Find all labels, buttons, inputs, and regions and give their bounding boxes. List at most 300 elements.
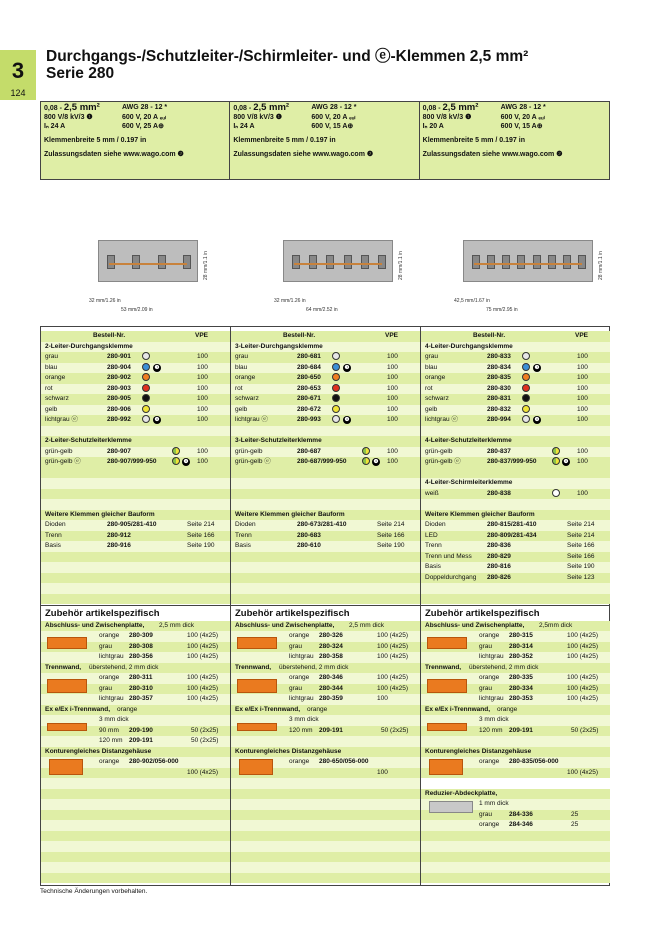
order-number: 280-687 — [297, 447, 321, 455]
vpe-value: 100 — [197, 405, 208, 413]
order-number: 280-902/056-000 — [129, 758, 179, 765]
color-label: grau — [45, 353, 59, 360]
product-row — [231, 447, 420, 458]
clamp-slot — [502, 255, 510, 269]
type-label: Trenn — [45, 531, 62, 539]
vpe-value: 100 (4x25) — [187, 695, 219, 702]
vpe-value: 100 — [577, 405, 588, 413]
order-number: 280-334 — [509, 684, 533, 692]
spec-row — [44, 103, 226, 113]
accessory-section — [41, 663, 230, 674]
vpe-value: 100 — [377, 768, 388, 776]
page-ref: Seite 214 — [567, 531, 595, 539]
accessory-sub: orange — [117, 705, 138, 713]
spacer-row — [421, 873, 610, 884]
vpe-value: 100 — [577, 416, 588, 423]
product-row — [421, 447, 610, 458]
spacer-row — [231, 478, 420, 489]
vpe-value: 100 — [377, 695, 388, 702]
order-number: 284-336 — [509, 810, 533, 818]
spacer-row — [231, 820, 420, 831]
product-row — [231, 405, 420, 416]
vpe-value: 100 — [577, 447, 588, 455]
vpe-value: 100 — [387, 363, 398, 371]
header-order-no: Bestell-Nr. — [473, 332, 506, 339]
color-dot-grau — [332, 415, 340, 423]
product-row — [421, 373, 610, 384]
color-label: lichtgrau ⓔ — [425, 416, 458, 423]
vpe-value: 50 (2x25) — [191, 726, 219, 734]
order-number: 280-346 — [319, 674, 343, 681]
note-marker: ❹ — [154, 417, 160, 423]
page-number: 124 — [10, 88, 26, 98]
vpe-value: 100 (4x25) — [377, 632, 409, 639]
spacer-row — [231, 852, 420, 863]
accessory-thickness: 3 mm dick — [99, 716, 129, 723]
accessory-sub: 2,5 mm dick — [159, 621, 195, 629]
spacer-row — [231, 583, 420, 594]
spacer-row — [41, 552, 230, 563]
color-dot-blau — [332, 363, 340, 371]
order-number: 209-191 — [509, 726, 533, 734]
accessory-image-end-plate — [47, 637, 87, 649]
type-label: Dioden — [45, 521, 66, 528]
accessory-name: Ex e/Ex i-Trennwand, — [425, 705, 491, 713]
clamp-slot — [344, 255, 352, 269]
color-label: orange — [479, 758, 500, 765]
accessory-sub: überstehend, 2 mm dick — [89, 663, 159, 671]
order-number: 280-907 — [107, 447, 131, 455]
page-ref: Seite 190 — [187, 542, 215, 549]
color-label: lichtgrau — [479, 695, 504, 702]
clamp-slot — [309, 255, 317, 269]
vpe-value: 100 (4x25) — [187, 653, 219, 660]
product-row — [41, 405, 230, 416]
spec-approvals: Zulassungsdaten siehe www.wago.com ❷ — [422, 151, 563, 158]
spec-width: Klemmenbreite 5 mm / 0.197 in — [233, 137, 336, 144]
accessory-image-distance-housing — [239, 759, 273, 775]
page-ref: Seite 214 — [567, 521, 595, 528]
accessory-name: Trennwand, — [235, 663, 272, 671]
section-title — [41, 436, 230, 447]
color-dot-rot — [142, 384, 150, 392]
type-label: Doppeldurchgang — [425, 573, 477, 581]
spec-ul-rating: 600 V, 20 A ₑᵤₗ — [311, 114, 356, 121]
spec-row — [233, 122, 415, 131]
vpe-value: 100 — [387, 416, 398, 423]
spacer-row — [421, 862, 610, 873]
order-number: 280-837/999-950 — [487, 458, 537, 465]
color-label: orange — [289, 632, 310, 639]
clamp-slot — [361, 255, 369, 269]
vpe-value: 50 (2x25) — [381, 726, 409, 734]
clamp-slot — [107, 255, 115, 269]
vpe-value: 100 (4x25) — [377, 684, 409, 692]
vpe-value: 100 — [577, 374, 588, 381]
related-row — [231, 520, 420, 531]
order-number: 280-610 — [297, 542, 321, 549]
vpe-value: 100 — [387, 384, 398, 392]
color-label: rot — [425, 384, 433, 392]
order-number: 280-650 — [297, 374, 321, 381]
spec-current: Iₙ 24 A — [44, 123, 66, 130]
related-row — [231, 531, 420, 542]
header-vpe: VPE — [385, 332, 399, 339]
spec-csa-rating: 600 V, 25 A⊕ — [122, 123, 164, 130]
vpe-value: 100 — [197, 458, 208, 465]
product-row — [421, 457, 610, 468]
spacer-row — [231, 810, 420, 821]
product-row — [421, 405, 610, 416]
dim-height: 28 mm/1.1 in — [398, 251, 404, 280]
color-label: lichtgrau — [479, 653, 504, 660]
spec-cross-section — [423, 103, 501, 113]
spacer-row — [231, 862, 420, 873]
spec-cross-section — [44, 103, 122, 113]
accessory-title — [41, 605, 230, 620]
spacer-row — [421, 831, 610, 842]
type-label: Trenn — [235, 531, 252, 539]
order-number: 280-335 — [509, 674, 533, 681]
accessory-section — [41, 621, 230, 632]
color-label: rot — [45, 384, 53, 392]
spacer-row — [231, 736, 420, 747]
accessory-image-partition — [47, 679, 87, 693]
color-dot-gelb — [142, 405, 150, 413]
vpe-value: 100 (4x25) — [377, 642, 409, 650]
page-ref: Seite 214 — [187, 521, 215, 528]
spec-approvals: Zulassungsdaten siehe www.wago.com ❷ — [44, 151, 184, 158]
color-label: grau — [289, 642, 303, 650]
spec-csa-rating: 600 V, 15 A⊕ — [311, 123, 354, 130]
product-row — [231, 415, 420, 426]
section-heading: 3-Leiter-Durchgangsklemme — [235, 342, 323, 350]
color-label: orange — [45, 374, 66, 381]
color-label: blau — [425, 363, 438, 371]
color-label: grau — [479, 642, 493, 650]
order-number: 280-809/281-434 — [487, 531, 537, 539]
terminal-figure — [248, 230, 438, 325]
color-dot-rot — [522, 384, 530, 392]
spec-column — [230, 102, 419, 179]
spacer-row — [41, 862, 230, 873]
spacer-row — [41, 426, 230, 437]
accessory-section — [41, 747, 230, 758]
accessory-sub: orange — [307, 705, 328, 713]
accessory-image-end-plate — [237, 637, 277, 649]
order-number: 209-190 — [129, 726, 153, 734]
vpe-value: 100 (4x25) — [567, 642, 599, 650]
order-number: 280-326 — [319, 632, 343, 639]
dim-height: 28 mm/1.1 in — [203, 251, 209, 280]
spec-box — [40, 101, 610, 180]
section-heading: Weitere Klemmen gleicher Bauform — [235, 510, 345, 518]
spacer-row — [421, 583, 610, 594]
color-label: orange — [235, 374, 256, 381]
note-marker: ❹ — [373, 459, 379, 465]
accessory-heading: Zubehör artikelspezifisch — [45, 608, 160, 619]
section-title — [421, 510, 610, 521]
accessory-image-partition — [427, 679, 467, 693]
accessory-image-ex-partition — [427, 723, 467, 731]
color-label: grau — [235, 353, 249, 360]
color-dot-grau — [522, 352, 530, 360]
clamp-slot — [326, 255, 334, 269]
spec-awg: AWG 28 - 12 * — [500, 104, 546, 111]
color-label: schwarz — [235, 395, 259, 402]
spacer-row — [41, 820, 230, 831]
spacer-row — [231, 831, 420, 842]
dim-width-2: 53 mm/2.09 in — [121, 307, 153, 313]
order-number: 280-671 — [297, 395, 321, 402]
color-label: orange — [99, 758, 120, 765]
section-heading: 2-Leiter-Schutzleiterklemme — [45, 437, 132, 444]
note-marker: ❹ — [183, 459, 189, 465]
note-marker: ❸ — [154, 364, 160, 371]
vpe-value: 25 — [571, 821, 579, 828]
page-ref: Seite 166 — [187, 531, 215, 539]
page-ref: Seite 166 — [377, 531, 405, 539]
type-label: LED — [425, 531, 438, 539]
color-dot-schwarz — [332, 394, 340, 402]
color-label: grau — [425, 353, 439, 360]
order-number: 280-916 — [107, 542, 131, 549]
type-label: Basis — [45, 542, 61, 549]
vpe-value: 100 (4x25) — [187, 768, 219, 776]
section-heading: Weitere Klemmen gleicher Bauform — [425, 510, 535, 518]
accessory-sub: orange — [497, 705, 518, 713]
order-number: 280-311 — [129, 674, 153, 681]
spec-row — [233, 113, 415, 122]
vpe-value: 100 (4x25) — [187, 674, 219, 681]
type-label: Basis — [235, 542, 251, 549]
accessory-section — [421, 705, 610, 716]
spacer-row — [231, 562, 420, 573]
related-row — [421, 573, 610, 584]
chapter-number: 3 — [0, 50, 36, 100]
wire-bar — [474, 263, 582, 265]
spacer-row — [41, 499, 230, 510]
length-label: 90 mm — [99, 726, 119, 734]
clamp-slot — [548, 255, 556, 269]
vpe-value: 100 (4x25) — [187, 642, 219, 650]
product-row — [231, 352, 420, 363]
vpe-value: 100 — [387, 395, 398, 402]
spec-cross-max: 2,5 mm² — [442, 102, 479, 113]
vpe-value: 100 (4x25) — [567, 768, 599, 776]
order-number: 280-314 — [509, 642, 533, 650]
terminal-block-image — [463, 240, 593, 282]
color-label: lichtgrau — [99, 695, 124, 702]
vpe-value: 100 — [577, 363, 588, 371]
vpe-value: 100 — [197, 363, 208, 371]
color-dot-schwarz — [142, 394, 150, 402]
accessory-row — [231, 652, 420, 663]
spec-ul-rating: 600 V, 20 A ₑᵤₗ — [122, 114, 167, 121]
vpe-value: 100 — [197, 447, 208, 455]
spec-cross-min: 0,08 - — [422, 105, 443, 112]
product-row — [231, 384, 420, 395]
spacer-row — [421, 468, 610, 479]
accessory-section — [421, 789, 610, 800]
color-label: grau — [479, 810, 493, 818]
spacer-row — [41, 594, 230, 605]
order-number: 280-838 — [487, 489, 511, 497]
order-number: 280-836 — [487, 542, 511, 549]
spacer-row — [41, 583, 230, 594]
spec-voltage: 800 V/8 kV/3 ❶ — [233, 114, 283, 121]
order-number: 280-358 — [319, 653, 343, 660]
accessory-section — [421, 621, 610, 632]
order-number: 280-672 — [297, 405, 321, 413]
vpe-value: 100 (4x25) — [567, 695, 599, 702]
product-row — [41, 415, 230, 426]
color-label: blau — [45, 363, 58, 371]
title-line-2: Serie 280 — [46, 65, 115, 82]
spacer-row — [231, 552, 420, 563]
order-number: 280-815/281-410 — [487, 521, 537, 528]
vpe-value: 100 — [577, 458, 588, 465]
color-dot-green-yellow — [552, 447, 560, 455]
color-label: lichtgrau ⓔ — [45, 416, 78, 423]
type-label: Trenn — [425, 542, 442, 549]
spec-current: Iₙ 24 A — [233, 123, 255, 130]
note-marker: ❸ — [344, 364, 350, 371]
vpe-value: 100 — [577, 395, 588, 402]
accessory-image-partition — [237, 679, 277, 693]
spacer-row — [41, 478, 230, 489]
accessory-name: Reduzier-Abdeckplatte, — [425, 789, 498, 797]
color-dot-white — [552, 489, 560, 497]
dim-width-2: 75 mm/2.95 in — [486, 307, 518, 313]
color-label: grau — [99, 684, 113, 692]
color-label: blau — [235, 363, 248, 371]
color-dot-blau — [522, 363, 530, 371]
order-number: 280-352 — [509, 653, 533, 660]
order-number: 280-832 — [487, 405, 511, 413]
wire-bar — [109, 263, 187, 265]
order-number: 280-344 — [319, 684, 343, 692]
accessory-section — [231, 663, 420, 674]
related-row — [231, 541, 420, 552]
page-ref: Seite 190 — [567, 563, 595, 570]
footer-note: Technische Änderungen vorbehalten. — [40, 888, 148, 895]
spacer-row — [421, 426, 610, 437]
product-row — [421, 384, 610, 395]
page-ref: Seite 166 — [567, 542, 595, 549]
accessory-section — [231, 621, 420, 632]
section-heading: 3-Leiter-Schutzleiterklemme — [235, 437, 322, 444]
color-label: grau — [479, 684, 493, 692]
order-number: 280-831 — [487, 395, 511, 402]
color-dot-gelb — [522, 405, 530, 413]
order-number: 280-650/056-000 — [319, 758, 369, 765]
color-label: gelb — [425, 405, 438, 413]
spec-row — [44, 113, 226, 122]
order-number: 209-191 — [319, 726, 343, 734]
product-row — [41, 384, 230, 395]
accessory-name: Konturengleiches Distanzgehäuse — [235, 747, 342, 755]
header-vpe: VPE — [575, 332, 589, 339]
spec-cross-min: 0,08 - — [233, 105, 254, 112]
accessory-title — [231, 605, 420, 620]
title-line-1: Durchgangs-/Schutzleiter-/Schirmleiter- und ⓔ-Klemmen 2,5 mm² — [46, 48, 529, 65]
vpe-value: 100 — [387, 374, 398, 381]
related-row — [421, 552, 610, 563]
order-number: 280-356 — [129, 653, 153, 660]
terminal-block-image — [98, 240, 198, 282]
note-marker: ❹ — [534, 417, 540, 423]
color-dot-rot — [332, 384, 340, 392]
color-label: orange — [289, 674, 310, 681]
spec-row — [423, 113, 606, 122]
accessory-thickness: 1 mm dick — [479, 800, 509, 807]
accessory-name: Abschluss- und Zwischenplatte, — [45, 621, 145, 629]
page-ref: Seite 166 — [567, 552, 595, 560]
clamp-slot — [378, 255, 386, 269]
vpe-value: 100 — [577, 489, 588, 497]
accessory-title — [421, 605, 610, 620]
accessory-heading: Zubehör artikelspezifisch — [425, 608, 540, 619]
vpe-value: 100 — [197, 374, 208, 381]
section-heading: 4-Leiter-Schirmleiterklemme — [425, 479, 513, 486]
color-dot-grau — [142, 352, 150, 360]
color-label: orange — [425, 374, 446, 381]
color-dot-orange — [522, 373, 530, 381]
product-row — [41, 352, 230, 363]
product-row — [41, 457, 230, 468]
type-label: Dioden — [235, 521, 256, 528]
spec-row — [423, 122, 606, 131]
vpe-value: 100 (4x25) — [187, 632, 219, 639]
spec-cross-max: 2,5 mm² — [253, 102, 290, 113]
color-label: orange — [479, 632, 500, 639]
note-marker: ❹ — [344, 417, 350, 423]
color-dot-gelb — [332, 405, 340, 413]
color-label: orange — [289, 758, 310, 765]
spacer-row — [41, 778, 230, 789]
color-label: orange — [479, 674, 500, 681]
accessory-name: Abschluss- und Zwischenplatte, — [425, 621, 525, 629]
order-number: 280-993 — [297, 416, 321, 423]
accessory-name: Konturengleiches Distanzgehäuse — [45, 747, 152, 755]
length-label: 120 mm — [99, 737, 123, 744]
section-title — [421, 342, 610, 353]
spec-row — [233, 103, 415, 113]
section-heading: 4-Leiter-Durchgangsklemme — [425, 342, 513, 350]
color-dot-green-yellow — [552, 457, 560, 465]
vpe-value: 100 — [197, 353, 208, 360]
product-row — [421, 489, 610, 500]
related-row — [41, 541, 230, 552]
related-row — [421, 562, 610, 573]
color-label: grün-gelb — [45, 447, 73, 455]
accessory-row — [41, 694, 230, 705]
dim-height: 28 mm/1.1 in — [598, 251, 604, 280]
color-label: orange — [479, 821, 500, 828]
color-label: grün-gelb — [235, 447, 263, 455]
order-number: 280-653 — [297, 384, 321, 392]
order-number: 280-837 — [487, 447, 511, 455]
color-dot-green-yellow — [362, 457, 370, 465]
page-ref: Seite 190 — [377, 542, 405, 549]
color-dot-orange — [142, 373, 150, 381]
product-row — [231, 373, 420, 384]
color-label: orange — [99, 632, 120, 639]
spec-voltage: 800 V/8 kV/3 ❶ — [44, 114, 93, 121]
order-number: 280-315 — [509, 632, 533, 639]
color-label: rot — [235, 384, 243, 392]
